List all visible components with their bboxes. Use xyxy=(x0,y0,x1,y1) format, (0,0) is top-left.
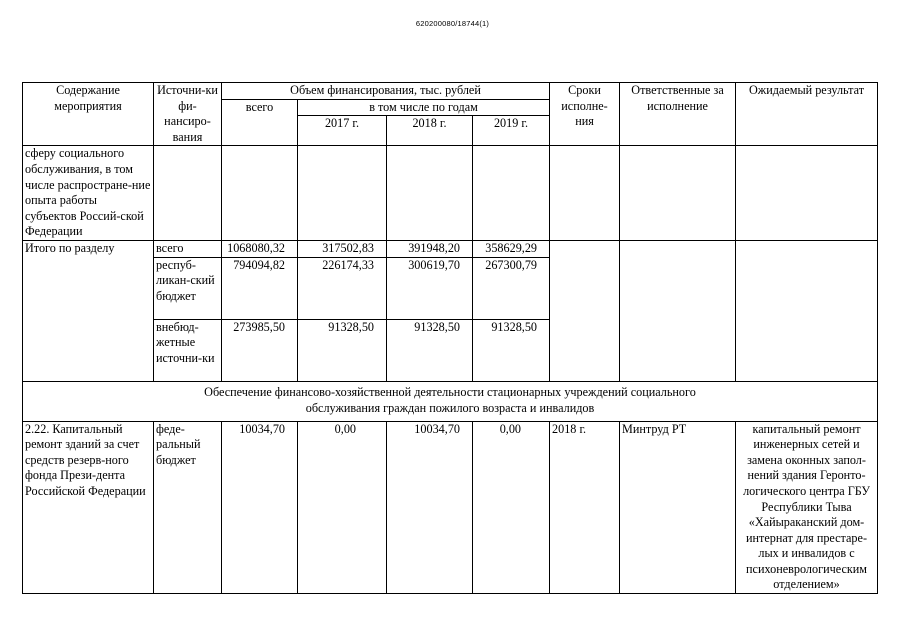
section-heading: Обеспечение финансово-хозяйственной деятельности стационарных учреждений социального обслуживания граждан пожилого возраста и инвалидов xyxy=(204,385,696,416)
financing-table xyxy=(22,82,878,594)
item-responsible: Минтруд РТ xyxy=(620,421,736,594)
section-heading-row xyxy=(23,381,878,421)
header-2017: 2017 г. xyxy=(298,116,387,146)
item-source: феде-ральный бюджет xyxy=(154,421,222,594)
item-terms: 2018 г. xyxy=(550,421,620,594)
section-total-label: Итого по разделу xyxy=(23,240,154,257)
header-content: Содержание мероприятия xyxy=(23,83,154,146)
total-sum: 1068080,32 xyxy=(222,240,298,257)
item-row-2-22 xyxy=(23,421,878,594)
header-source: Источни-ки фи-нансиро-вания xyxy=(154,83,222,146)
header-2019: 2019 г. xyxy=(473,116,550,146)
extrabudget-source: внебюд-жетные источни-ки xyxy=(154,319,222,381)
total-source: всего xyxy=(154,240,222,257)
header-by-years: в том числе по годам xyxy=(298,99,550,116)
header-terms: Сроки исполне-ния xyxy=(550,83,620,146)
header-funding: Объем финансирования, тыс. рублей xyxy=(222,83,550,100)
extrabudget-2019: 91328,50 xyxy=(473,319,550,381)
item-2018: 10034,70 xyxy=(387,421,473,594)
header-2018: 2018 г. xyxy=(387,116,473,146)
item-2019: 0,00 xyxy=(473,421,550,594)
item-2017: 0,00 xyxy=(298,421,387,594)
extrabudget-2017: 91328,50 xyxy=(298,319,387,381)
total-row-all xyxy=(23,240,878,257)
continuation-row xyxy=(23,146,878,241)
continuation-content: сферу социального обслуживания, в том числе распростране-ние опыта работы субъектов Россий-ской Федерации xyxy=(23,146,154,241)
header-result: Ожидаемый результат xyxy=(736,83,878,146)
republic-2018: 300619,70 xyxy=(387,257,473,319)
republic-source: респуб-ликан-ский бюджет xyxy=(154,257,222,319)
header-total: всего xyxy=(222,99,298,146)
republic-2017: 226174,33 xyxy=(298,257,387,319)
republic-2019: 267300,79 xyxy=(473,257,550,319)
extrabudget-sum: 273985,50 xyxy=(222,319,298,381)
extrabudget-2018: 91328,50 xyxy=(387,319,473,381)
total-2018: 391948,20 xyxy=(387,240,473,257)
item-result: капитальный ремонт инженерных сетей и замена оконных запол-нений здания Геронто-логического центра ГБУ Республики Тыва «Хайыраканский дом-интернат для престаре-лых и инвалидов с психоневрологическим отделением» xyxy=(736,421,878,594)
item-total: 10034,70 xyxy=(222,421,298,594)
item-content: 2.22. Капитальный ремонт зданий за счет средств резерв-ного фонда Прези-дента Российской Федерации xyxy=(23,421,154,594)
total-2017: 317502,83 xyxy=(298,240,387,257)
header-row-1 xyxy=(23,83,878,100)
document-id: 620200080/18744(1) xyxy=(415,19,490,28)
total-2019: 358629,29 xyxy=(473,240,550,257)
republic-sum: 794094,82 xyxy=(222,257,298,319)
header-responsible: Ответственные за исполнение xyxy=(620,83,736,146)
